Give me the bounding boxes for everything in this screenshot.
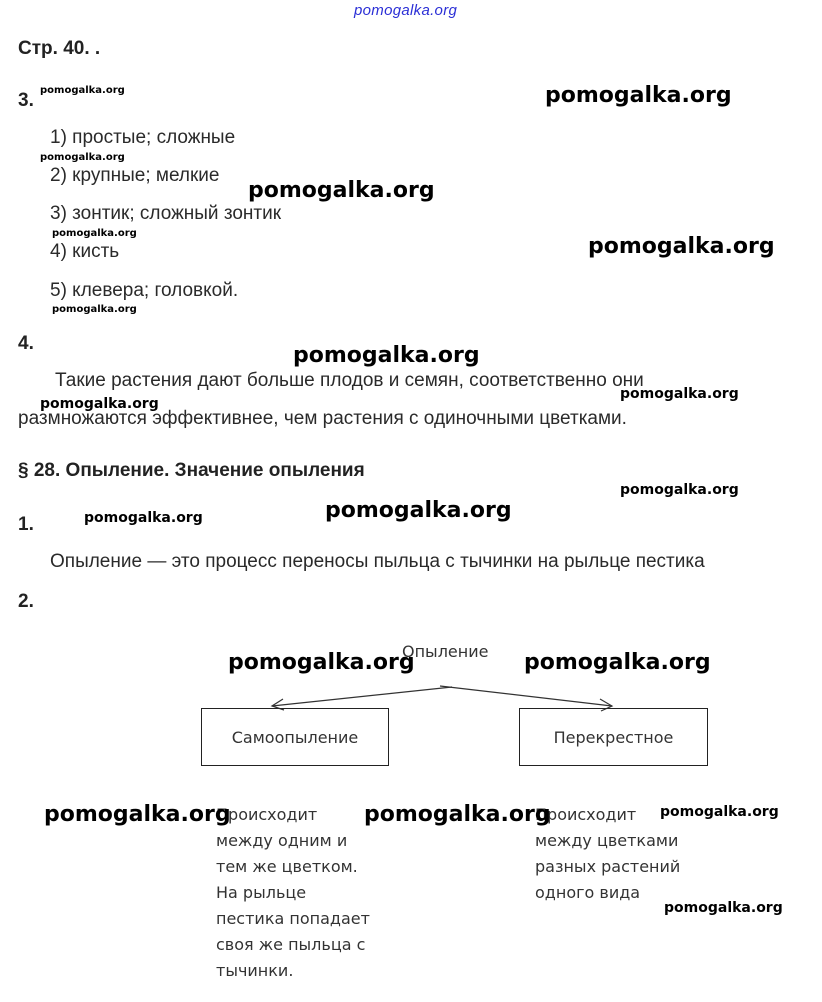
watermark: pomogalka.org	[44, 802, 231, 827]
arrow-right-line	[440, 686, 612, 706]
task4-line-2: размножаются эффективнее, чем растения с одиночными цветками.	[18, 408, 627, 429]
watermark: pomogalka.org	[228, 650, 415, 675]
watermark: pomogalka.org	[84, 510, 203, 526]
self-desc-line: тычинки.	[216, 961, 294, 980]
watermark: pomogalka.org	[293, 343, 480, 368]
watermark: pomogalka.org	[40, 396, 159, 412]
self-pollination-label: Самоопыление	[231, 727, 359, 747]
task3-item-2: 2) крупные; мелкие	[50, 165, 220, 186]
watermark: pomogalka.org	[620, 386, 739, 402]
watermark: pomogalka.org	[325, 498, 512, 523]
self-pollination-box	[201, 708, 389, 766]
self-desc-line: пестика попадает	[216, 909, 370, 928]
cross-desc-line: одного вида	[535, 883, 641, 902]
task4-line-1: Такие растения дают больше плодов и семян, соответственно они	[55, 370, 644, 391]
section-title: § 28. Опыление. Значение опыления	[18, 460, 365, 481]
task2-number: 2.	[18, 591, 34, 612]
self-desc-line: своя же пыльца с	[216, 935, 366, 954]
diagram-root: Опыление	[402, 642, 489, 661]
watermark: pomogalka.org	[524, 650, 711, 675]
watermark: pomogalka.org	[40, 152, 125, 163]
cross-pollination-box	[519, 708, 708, 766]
watermark: pomogalka.org	[364, 802, 551, 827]
watermark: pomogalka.org	[52, 228, 137, 239]
watermark: pomogalka.org	[40, 85, 125, 96]
task4-number: 4.	[18, 333, 34, 354]
self-desc-line: Происходит	[216, 805, 318, 824]
self-desc-line: тем же цветком.	[216, 857, 358, 876]
task3-item-1: 1) простые; сложные	[50, 127, 236, 148]
watermark: pomogalka.org	[248, 178, 435, 203]
site-header[interactable]: pomogalka.org	[354, 2, 458, 19]
watermark: pomogalka.org	[588, 234, 775, 259]
watermark: pomogalka.org	[52, 304, 137, 315]
arrow-left-line	[272, 687, 452, 706]
cross-desc-line: разных растений	[535, 857, 681, 876]
task3-number: 3.	[18, 90, 34, 111]
self-pollination-description	[216, 802, 370, 984]
cross-desc-line: Происходит	[535, 805, 637, 824]
page-heading: Стр. 40. .	[18, 38, 101, 59]
cross-desc-line: между цветками	[535, 831, 679, 850]
self-desc-line: между одним и	[216, 831, 348, 850]
watermark: pomogalka.org	[664, 900, 783, 916]
watermark: pomogalka.org	[545, 83, 732, 108]
watermark: pomogalka.org	[620, 482, 739, 498]
task3-item-5: 5) клевера; головкой.	[50, 280, 239, 301]
self-desc-line: На рыльце	[216, 883, 307, 902]
task1-number: 1.	[18, 514, 34, 535]
watermark: pomogalka.org	[660, 804, 779, 820]
cross-pollination-description	[535, 802, 680, 906]
task1-definition: Опыление — это процесс переносы пыльца с тычинки на рыльце пестика	[50, 551, 705, 572]
task3-item-4: 4) кисть	[50, 241, 120, 262]
task3-item-3: 3) зонтик; сложный зонтик	[50, 203, 282, 224]
cross-pollination-label: Перекрестное	[553, 727, 674, 747]
